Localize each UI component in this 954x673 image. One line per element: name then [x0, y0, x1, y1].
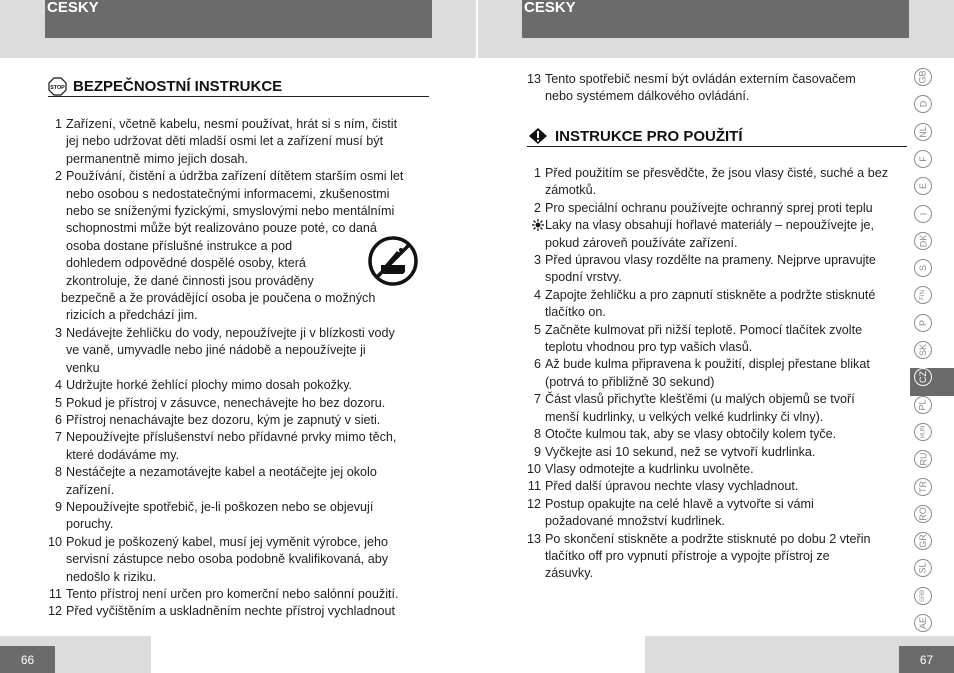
language-tab-s[interactable]	[914, 259, 932, 277]
item-number: 10	[48, 534, 63, 549]
item-text-line: Část vlasů přichyťte klešťěmi (u malých objemů se tvoří	[545, 392, 855, 407]
list-item	[527, 252, 909, 287]
item-number: 13	[527, 72, 542, 86]
language-tab-label: NL	[917, 126, 928, 138]
language-tab-ro[interactable]	[914, 505, 932, 523]
item-text-line: zámotků.	[545, 183, 597, 198]
usage-section-label: INSTRUKCE PRO POUŽITÍ	[555, 127, 743, 145]
list-item	[527, 426, 909, 443]
item-text-line: Nepoužívejte příslušenství nebo přídavné prvky mimo těch,	[66, 430, 397, 445]
safety-instruction-list	[48, 116, 432, 621]
language-tab-label: GB	[917, 70, 928, 84]
list-item	[527, 478, 909, 495]
list-item	[48, 586, 432, 603]
list-item	[527, 444, 909, 461]
language-tab-label: DK	[917, 234, 928, 248]
list-item	[527, 391, 909, 426]
language-tab-cz[interactable]	[914, 368, 932, 386]
item-text-line: Vyčkejte asi 10 sekund, než se vytvoří kudrlinka.	[545, 444, 816, 459]
page-number-left: 66	[0, 646, 55, 673]
item-text-line: Nestáčejte a nezamotávejte kabel a neotáčejte jej okolo	[66, 465, 377, 480]
language-tab-label: CZ	[918, 371, 928, 383]
language-tab-pl[interactable]	[914, 396, 932, 414]
item-text-line: permanentně mimo jejich dosah.	[66, 151, 249, 166]
item-text-line: zásuvky.	[545, 566, 594, 581]
item-text-line: spodní vrstvy.	[545, 270, 622, 285]
item-text-line: pokud zároveň používáte zařízení.	[545, 235, 738, 250]
item-text-line: Až bude kulma připravena k použití, displej přestane blikat	[545, 357, 870, 372]
item-text-line: menší kudrlinky, u velkých velké kudrlinky či vlny).	[545, 409, 824, 424]
item-number: 1	[54, 117, 62, 131]
right-header: CESKY	[522, 0, 909, 38]
item-text-line: Zařízení, včetně kabelu, nesmí používat, hrát si s ním, čistit	[66, 117, 398, 131]
item-text-line: nebo osobou s nedostatečnými informacemi, zkušenostmi	[66, 186, 390, 201]
list-item	[527, 531, 909, 583]
language-tab-label: GR	[918, 534, 928, 548]
language-tab-label: RO	[918, 507, 928, 521]
item-text-line: Nepoužívejte spotřebič, je-li poškozen nebo se objevují	[66, 499, 374, 514]
svg-text:STOP: STOP	[50, 84, 65, 91]
language-tab-e[interactable]	[914, 177, 932, 195]
spine-gap	[476, 0, 478, 58]
language-tab-label: E	[917, 182, 928, 190]
item-text-line: dohledem odpovědné dospělé osoby, která	[66, 256, 306, 271]
language-tab-label: SRB	[920, 589, 926, 603]
item-number: 5	[54, 395, 62, 410]
item-text-line: poruchy.	[66, 517, 114, 532]
language-tab-label: SK	[917, 343, 928, 357]
list-item	[527, 287, 909, 322]
language-tab-label: D	[918, 100, 928, 108]
list-item	[48, 534, 432, 586]
item-number: 2	[54, 169, 62, 184]
item-number: 6	[533, 357, 541, 372]
language-tab-label: I	[917, 212, 928, 216]
stop-icon	[48, 77, 67, 96]
usage-instruction-list	[527, 165, 909, 583]
item-text-line: Laky na vlasy obsahují hořlavé materiály – nepoužívejte je,	[545, 218, 875, 233]
item-text-line: které dodáváme my.	[66, 447, 180, 462]
item-text-line: Pokud je přístroj v zásuvce, nenechávejte ho bez dozoru.	[66, 395, 386, 410]
item-text-line: Vlasy odmotejte a kudrlinku uvolněte.	[545, 461, 754, 476]
language-tab-label: S	[917, 264, 928, 272]
item-number: 3	[54, 325, 62, 340]
item-number: 10	[527, 461, 542, 476]
list-item	[48, 377, 432, 394]
item-number: 9	[54, 499, 62, 514]
item-text-line: Před úpravou vlasy rozdělte na prameny. Nejprve upravujte	[545, 253, 876, 268]
item-text-line: servisní zástupce nebo osoba podobně kvalifikovaná, aby	[66, 552, 389, 567]
item-text-line: Tento spotřebič nesmí být ovládán externím časovačem	[545, 72, 856, 86]
safety-instruction-continued	[527, 71, 907, 106]
language-tab-label: SL	[917, 562, 928, 574]
language-tab-label: AE	[917, 616, 928, 630]
item-text-line: tlačítko off pro vypnutí přístroje a vypojte přístroj ze	[545, 548, 830, 563]
language-tab-label: P	[917, 319, 928, 327]
item-text-line: Před další úpravou nechte vlasy vychladnout.	[545, 479, 799, 494]
item-number: 6	[54, 412, 62, 427]
language-tab-d[interactable]	[914, 95, 932, 113]
left-header: CESKY	[45, 0, 432, 38]
list-item	[527, 496, 909, 531]
language-tab-i[interactable]	[914, 205, 932, 223]
no-water-warning-icon	[367, 235, 419, 292]
item-number: 12	[48, 604, 63, 619]
item-number: 1	[533, 166, 541, 180]
item-text-line: jej nebo udržovat děti mladší osmi let a zařízení musí být	[66, 134, 384, 149]
item-text-line: (potrvá to přibližně 30 sekund)	[545, 374, 715, 389]
language-tab-label: RU	[918, 452, 928, 466]
item-text-line: zkontroluje, že dané činnosti jsou prováděny	[66, 273, 314, 288]
item-text-line: schopnostmi může být realizováno pouze poté, co daná	[66, 221, 377, 236]
list-item	[48, 499, 432, 534]
item-text-line: Po skončení stiskněte a podržte stisknuté po dobu 2 vteřin	[545, 531, 871, 546]
item-text-line: Tento přístroj není určen pro komerční nebo salónní použití.	[66, 586, 399, 601]
item-number: 7	[533, 392, 541, 407]
item-number: 12	[527, 496, 542, 511]
item-text-line: Udržujte horké žehlící plochy mimo dosah pokožky.	[66, 378, 353, 393]
language-tab-sl[interactable]	[914, 559, 932, 577]
item-number: 2	[533, 200, 541, 215]
item-text-line: Postup opakujte na celé hlavě a vytvořte si vámi	[545, 496, 814, 511]
item-text-line: rizicích a předchází jim.	[66, 308, 198, 323]
item-text-line: teplotu vhodnou pro typ vašich vlasů.	[545, 340, 753, 355]
page-number-right: 67	[899, 646, 954, 673]
heat-warning-icon	[532, 218, 544, 236]
usage-section-title	[527, 126, 907, 147]
item-text-line: bezpečně a že provádějící osoba je poučena o možných	[61, 291, 376, 306]
item-text-line: ve vaně, umyvadle nebo jiné nádobě a nepoužívejte ji	[66, 343, 366, 358]
list-item	[527, 461, 909, 478]
safety-section-title	[48, 76, 429, 97]
item-number: 8	[54, 465, 62, 480]
item-text-line: Otočte kulmou tak, aby se vlasy obtočily kolem tyče.	[545, 427, 837, 442]
language-tab-fin[interactable]	[914, 286, 932, 304]
item-text-line: Pro speciální ochranu používejte ochranný sprej proti teplu	[545, 200, 873, 215]
language-tab-label: HUN	[920, 425, 926, 439]
list-item	[48, 325, 432, 377]
safety-section-label: BEZPEČNOSTNÍ INSTRUKCE	[73, 77, 283, 95]
item-text-line: venku	[66, 360, 100, 375]
language-tab-gb[interactable]	[914, 68, 932, 86]
item-number: 4	[533, 287, 541, 302]
language-tab-label: TR	[918, 481, 928, 493]
item-text-line: osoba dostane příslušné instrukce a pod	[66, 238, 293, 253]
language-tab-label: FIN	[919, 290, 926, 300]
item-number: 11	[527, 479, 541, 494]
list-item	[527, 200, 909, 252]
item-number: 8	[533, 427, 541, 442]
item-number: 13	[527, 531, 542, 546]
warning-icon	[527, 127, 549, 145]
language-tab-label: PL	[917, 399, 928, 411]
language-tab-tr[interactable]	[914, 478, 932, 496]
list-item	[527, 322, 909, 357]
language-tab-sk[interactable]	[914, 341, 932, 359]
item-text-line: Začněte kulmovat při nižší teplotě. Pomocí tlačítek zvolte	[545, 322, 863, 337]
item-number: 7	[54, 430, 62, 445]
list-item	[48, 429, 432, 464]
item-text-line: tlačítko on.	[545, 305, 606, 320]
item-text-line: Nedávejte žehličku do vody, nepoužívejte ji v blízkosti vody	[66, 325, 395, 340]
item-number: 3	[533, 253, 541, 268]
item-text-line: Pokud je poškozený kabel, musí jej vyměnit výrobce, jeho	[66, 534, 389, 549]
language-tab-p[interactable]	[914, 314, 932, 332]
list-item	[527, 165, 909, 200]
list-item	[48, 464, 432, 499]
language-tab-nl[interactable]	[914, 123, 932, 141]
list-item	[527, 71, 907, 106]
item-number: 11	[48, 586, 62, 601]
language-tab-f[interactable]	[914, 150, 932, 168]
list-item	[48, 116, 432, 168]
item-number: 5	[533, 322, 541, 337]
language-tab-gr[interactable]	[914, 532, 932, 550]
language-tab-ae[interactable]	[914, 614, 932, 632]
item-text-line: Před vyčištěním a uskladněním nechte přístroj vychladnout	[66, 604, 395, 619]
list-item	[48, 395, 432, 412]
language-tab-srb[interactable]	[914, 587, 932, 605]
item-text-line: nebo systémem dálkového ovládání.	[545, 89, 750, 104]
item-text-line: Používání, čistění a údržba zařízení dítětem starším osmi let	[66, 169, 404, 184]
item-text-line: Před použitím se přesvědčte, že jsou vlasy čisté, suché a bez	[545, 166, 888, 180]
list-item	[48, 603, 432, 620]
item-number: 4	[54, 378, 62, 393]
item-text-line: Zapojte žehličku a pro zapnutí stiskněte a podržte stisknuté	[545, 287, 876, 302]
item-text-line: nedošlo k riziku.	[66, 569, 157, 584]
item-number: 9	[533, 444, 541, 459]
item-text-line: Přístroj nenachávajte bez dozoru, kým je zapnutý v sieti.	[66, 412, 381, 427]
language-tab-dk[interactable]	[914, 232, 932, 250]
list-item	[48, 412, 432, 429]
language-tab-label: F	[918, 156, 928, 162]
item-text-line: nebo se sníženými fyzickými, smyslovými nebo mentálními	[66, 204, 395, 219]
list-item	[527, 356, 909, 391]
item-text-line: zařízení.	[66, 482, 115, 497]
item-text-line: požadované množství kudrlinek.	[545, 514, 725, 529]
language-tab-ru[interactable]	[914, 450, 932, 468]
language-tab-hun[interactable]	[914, 423, 932, 441]
